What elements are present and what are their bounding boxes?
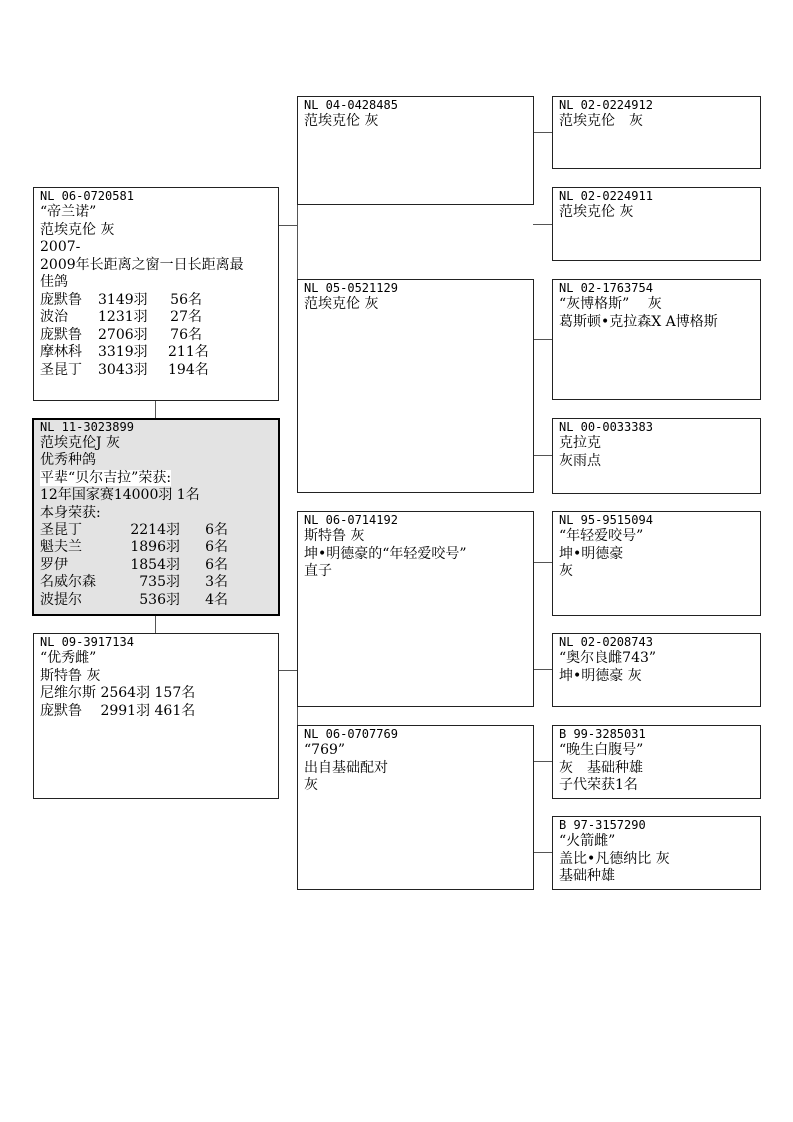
maternal-grandfather-card xyxy=(297,511,534,707)
info-line: 坤•明德豪的“年轻爱咬号” xyxy=(304,545,467,562)
connector-line xyxy=(278,225,297,226)
connector-line xyxy=(278,670,297,671)
info-line: 基础种雄 xyxy=(559,868,615,884)
pigeon-name: “年轻爱咬号” xyxy=(559,528,644,544)
info-line: 盖比•凡德纳比 灰 xyxy=(559,850,670,867)
great-grandparent-card xyxy=(552,511,761,616)
breed-color: 灰雨点 xyxy=(559,452,601,469)
connector-line xyxy=(533,132,552,133)
race-result: 庞默鲁 2991羽 461名 xyxy=(40,702,196,719)
info-line: 直子 xyxy=(304,563,332,579)
connector-line xyxy=(533,761,552,762)
info-line: 坤•明德豪 xyxy=(559,545,624,562)
ring-number: NL 11-3023899 xyxy=(40,420,134,434)
ring-number: B 99-3285031 xyxy=(559,727,646,741)
ring-number: NL 02-0208743 xyxy=(559,635,653,649)
breed-color: 范埃克伦 灰 xyxy=(40,221,115,238)
half-sibling-line: 平辈“贝尔吉拉”荣获: xyxy=(40,469,172,486)
breed-color: 斯特鲁 灰 xyxy=(304,528,365,544)
ring-number: B 97-3157290 xyxy=(559,818,646,832)
info-line: 克拉克 xyxy=(559,435,601,451)
breed-color: 范埃克伦 灰 xyxy=(304,113,379,129)
breed-color: 范埃克伦J 灰 xyxy=(40,435,121,451)
ring-number: NL 06-0720581 xyxy=(40,189,134,203)
info-line: 坤•明德豪 灰 xyxy=(559,667,642,684)
subject-card xyxy=(32,418,280,616)
race-result: 圣昆丁 2214羽 6名 xyxy=(40,522,228,539)
connector-line xyxy=(533,669,552,670)
ring-number: NL 04-0428485 xyxy=(304,98,398,112)
race-result: 罗伊 1854羽 6名 xyxy=(40,556,228,573)
paternal-grandmother-card xyxy=(297,279,534,493)
info-line: 出自基础配对 xyxy=(304,759,388,776)
pigeon-name: “火箭雌” xyxy=(559,833,616,849)
race-result: 波治 1231羽 27名 xyxy=(40,309,202,325)
great-grandparent-card xyxy=(552,187,761,261)
connector-line xyxy=(533,224,552,225)
breed-color: 范埃克伦 灰 xyxy=(304,296,379,312)
info-line: 优秀种鸽 xyxy=(40,452,96,469)
great-grandparent-card xyxy=(552,633,761,707)
ring-number: NL 09-3917134 xyxy=(40,635,134,649)
connector-line xyxy=(155,615,156,634)
info-line: 灰 基础种雄 xyxy=(559,759,643,776)
ring-number: NL 05-0521129 xyxy=(304,281,398,295)
race-result: 波提尔 536羽 4名 xyxy=(40,591,228,608)
own-results-label: 本身荣获: xyxy=(40,504,101,521)
ring-number: NL 00-0033383 xyxy=(559,420,653,434)
great-grandparent-card xyxy=(552,418,761,494)
father-card xyxy=(33,187,279,401)
ring-number: NL 02-1763754 xyxy=(559,281,653,295)
breed-color: 范埃克伦 灰 xyxy=(559,204,634,220)
ring-number: NL 02-0224912 xyxy=(559,98,653,112)
info-line: 2007- xyxy=(40,239,81,255)
info-line: 佳鸽 xyxy=(40,274,68,290)
breed-color: 灰 xyxy=(559,563,573,579)
connector-line xyxy=(155,400,156,419)
info-line: 子代荣获1名 xyxy=(559,777,638,793)
race-result: 尼维尔斯 2564羽 157名 xyxy=(40,685,196,701)
maternal-grandmother-card xyxy=(297,725,534,890)
ring-number: NL 06-0707769 xyxy=(304,727,398,741)
connector-line xyxy=(533,339,552,340)
pigeon-name: “优秀雌” xyxy=(40,650,97,666)
race-result: 圣昆丁 3043羽 194名 xyxy=(40,361,209,378)
ring-number: NL 02-0224911 xyxy=(559,189,653,203)
great-grandparent-card xyxy=(552,96,761,169)
info-line: 2009年长距离之窗一日长距离最 xyxy=(40,256,244,273)
great-grandparent-card xyxy=(552,725,761,799)
info-line: 葛斯顿•克拉森X A博格斯 xyxy=(559,313,718,330)
pigeon-name: “帝兰诺” xyxy=(40,204,97,220)
race-result: 名威尔森 735羽 3名 xyxy=(40,574,228,591)
pigeon-name: “奥尔良雌743” xyxy=(559,650,657,666)
mother-card xyxy=(33,633,279,799)
race-result: 庞默鲁 3149羽 56名 xyxy=(40,291,202,308)
breed-color: 范埃克伦 灰 xyxy=(559,113,643,129)
breed-color: 斯特鲁 灰 xyxy=(40,667,101,684)
race-result: 魁夫兰 1896羽 6名 xyxy=(40,539,228,556)
pigeon-name: “灰博格斯” 灰 xyxy=(559,296,662,312)
ring-number: NL 95-9515094 xyxy=(559,513,653,527)
pigeon-name: “晚生白腹号” xyxy=(559,742,644,758)
great-grandparent-card xyxy=(552,816,761,890)
half-sibling-result: 12年国家赛14000羽 1名 xyxy=(40,487,200,504)
paternal-grandfather-card xyxy=(297,96,534,205)
ring-number: NL 06-0714192 xyxy=(304,513,398,527)
connector-line xyxy=(533,455,552,456)
breed-color: 灰 xyxy=(304,777,318,793)
great-grandparent-card xyxy=(552,279,761,400)
race-result: 摩林科 3319羽 211名 xyxy=(40,344,209,360)
connector-line xyxy=(533,562,552,563)
pigeon-name: “769” xyxy=(304,742,346,758)
connector-line xyxy=(533,852,552,853)
race-result: 庞默鲁 2706羽 76名 xyxy=(40,326,202,343)
